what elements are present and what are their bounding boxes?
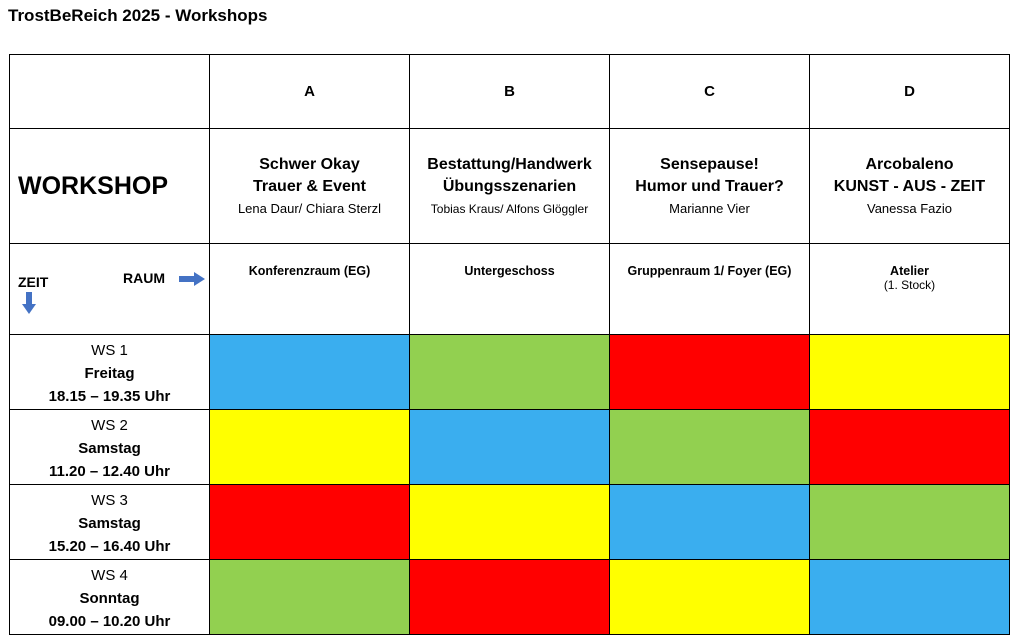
slot-cell xyxy=(610,335,810,410)
page-title: TrostBeReich 2025 - Workshops xyxy=(8,6,268,25)
workshop-b-people: Tobias Kraus/ Alfons Glöggler xyxy=(430,202,589,216)
slot-time: 15.20 – 16.40 Uhr xyxy=(48,537,171,555)
arrow-right-icon xyxy=(179,272,205,286)
room-d-label: Atelier xyxy=(890,264,929,278)
room-c xyxy=(610,244,810,335)
zeit-raum-cell xyxy=(10,244,210,335)
slot-ws: WS 3 xyxy=(91,491,128,509)
workshop-b xyxy=(410,129,610,244)
room-a-label: Konferenzraum (EG) xyxy=(248,264,371,278)
slot-cell xyxy=(210,560,410,635)
workshop-c xyxy=(610,129,810,244)
workshop-a xyxy=(210,129,410,244)
workshop-d-title-1: Arcobaleno xyxy=(865,156,954,173)
workshop-b-title-2: Übungsszenarien xyxy=(442,178,577,195)
workshop-row xyxy=(10,129,1010,244)
workshop-d-title-2: KUNST - AUS - ZEIT xyxy=(833,178,986,195)
slot-day: Samstag xyxy=(78,514,141,532)
workshop-d xyxy=(810,129,1010,244)
slot-time: 18.15 – 19.35 Uhr xyxy=(48,387,171,405)
workshop-c-title-2: Humor und Trauer? xyxy=(635,178,784,195)
room-b-label: Untergeschoss xyxy=(464,264,555,278)
slot-cell xyxy=(810,410,1010,485)
workshop-c-people: Marianne Vier xyxy=(669,201,750,216)
slot-day: Sonntag xyxy=(79,589,140,607)
slot-cell xyxy=(610,410,810,485)
slot-label xyxy=(10,335,210,410)
slot-ws: WS 2 xyxy=(91,416,128,434)
slot-cell xyxy=(210,410,410,485)
column-letter-b: B xyxy=(410,55,610,129)
slot-cell xyxy=(410,335,610,410)
slot-label xyxy=(10,410,210,485)
workshop-label-cell xyxy=(10,129,210,244)
column-letter-d: D xyxy=(810,55,1010,129)
slot-label xyxy=(10,560,210,635)
slot-row-2 xyxy=(10,410,1010,485)
room-d xyxy=(810,244,1010,335)
slot-row-1 xyxy=(10,335,1010,410)
slot-ws: WS 4 xyxy=(91,566,128,584)
workshop-schedule-table xyxy=(9,54,1010,635)
room-row xyxy=(10,244,1010,335)
column-letter-a: A xyxy=(210,55,410,129)
slot-cell xyxy=(210,485,410,560)
zeit-label: ZEIT xyxy=(18,274,49,290)
slot-row-4 xyxy=(10,560,1010,635)
letter-row xyxy=(10,55,1010,129)
workshop-label: WORKSHOP xyxy=(18,171,168,200)
workshop-a-title-2: Trauer & Event xyxy=(253,178,366,195)
workshop-a-title-1: Schwer Okay xyxy=(259,156,360,173)
slot-cell xyxy=(410,485,610,560)
room-c-label: Gruppenraum 1/ Foyer (EG) xyxy=(627,264,792,278)
slot-cell xyxy=(810,335,1010,410)
slot-label xyxy=(10,485,210,560)
slot-cell xyxy=(610,560,810,635)
raum-label: RAUM xyxy=(123,270,165,286)
slot-cell xyxy=(210,335,410,410)
slot-cell xyxy=(410,560,610,635)
slot-ws: WS 1 xyxy=(91,341,128,359)
room-b xyxy=(410,244,610,335)
workshop-a-people: Lena Daur/ Chiara Sterzl xyxy=(237,201,382,216)
room-d-sub: (1. Stock) xyxy=(883,278,936,292)
workshop-d-people: Vanessa Fazio xyxy=(866,201,953,216)
workshop-b-title-1: Bestattung/Handwerk xyxy=(427,156,592,173)
corner-cell xyxy=(10,55,210,129)
column-letter-c: C xyxy=(610,55,810,129)
slot-cell xyxy=(410,410,610,485)
slot-time: 09.00 – 10.20 Uhr xyxy=(48,612,171,630)
slot-row-3 xyxy=(10,485,1010,560)
slot-day: Freitag xyxy=(84,364,135,382)
arrow-down-icon xyxy=(22,292,36,314)
slot-day: Samstag xyxy=(78,439,141,457)
room-a xyxy=(210,244,410,335)
workshop-c-title-1: Sensepause! xyxy=(660,156,759,173)
slot-cell xyxy=(610,485,810,560)
slot-cell xyxy=(810,485,1010,560)
slot-time: 11.20 – 12.40 Uhr xyxy=(49,462,170,480)
slot-cell xyxy=(810,560,1010,635)
